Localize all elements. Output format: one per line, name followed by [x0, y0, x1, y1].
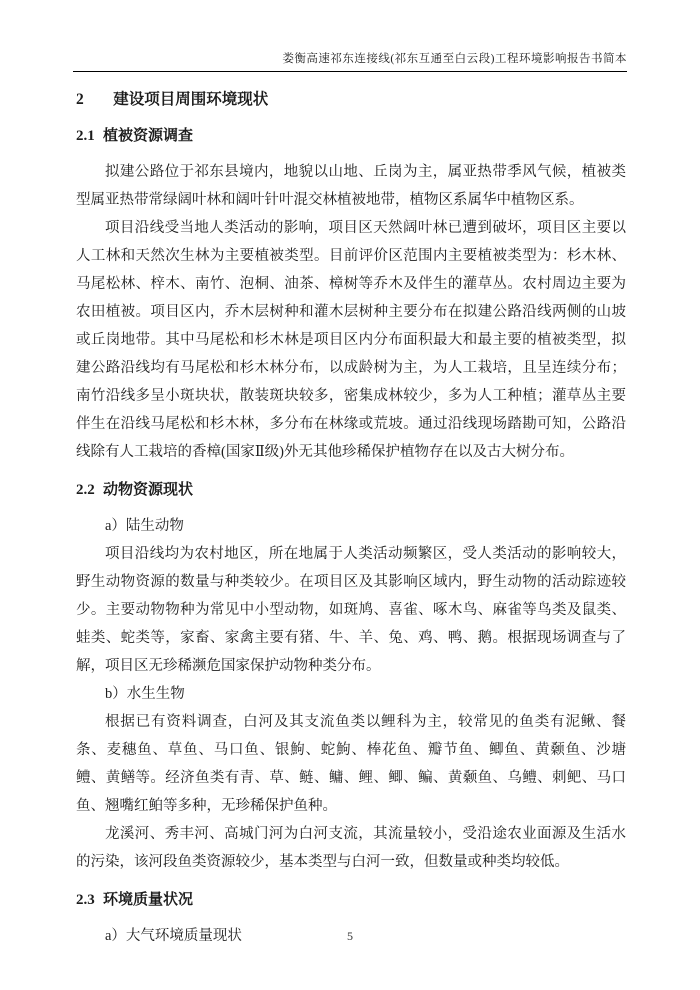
- subsection-label-air-quality: a）大气环境质量现状: [105, 928, 242, 944]
- section-number: 2.3: [76, 892, 95, 908]
- subsection-label-terrestrial: a）陆生动物: [105, 518, 184, 534]
- section-heading-2-3: [76, 888, 626, 912]
- section-title: 植被资源调查: [103, 128, 194, 144]
- paragraph: 拟建公路位于祁东县境内，地貌以山地、丘岗为主，属亚热带季风气候，植被类型属亚热带常绿阔叶林和阔叶针叶混交林植被地带，植物区系属华中植物区系。: [76, 164, 626, 208]
- paragraph: 根据已有资料调查，白河及其支流鱼类以鲤科为主，较常见的鱼类有泥鳅、餐条、麦穗鱼、草鱼、马口鱼、银鮈、蛇鮈、棒花鱼、瓣节鱼、鲫鱼、黄颡鱼、沙塘鳢、黄鳝等。经济鱼类有青、草、鲢、鳙、鲤、鲫、鳊、黄颡鱼、乌鳢、刺鲃、马口鱼、翘嘴红鲌等多种，无珍稀保护鱼种。: [76, 714, 626, 814]
- section-number: 2.1: [76, 128, 95, 144]
- section-number: 2.2: [76, 482, 95, 498]
- paragraph: 项目沿线均为农村地区，所在地属于人类活动频繁区，受人类活动的影响较大，野生动物资源的数量与种类较少。在项目区及其影响区域内，野生动物的活动踪迹较少。主要动物物种为常见中小型动物，如斑鸠、喜雀、啄木鸟、麻雀等鸟类及鼠类、蛙类、蛇类等，家畜、家禽主要有猪、牛、羊、兔、鸡、鸭、鹅。根据现场调查与了解，项目区无珍稀濒危国家保护动物种类分布。: [76, 546, 626, 674]
- subsection-label-aquatic: b）水生生物: [105, 686, 185, 702]
- section-title: 环境质量状况: [103, 892, 194, 908]
- chapter-number: 2: [76, 91, 84, 108]
- paragraph: 龙溪河、秀丰河、高城门河为白河支流，其流量较小，受沿途农业面源及生活水的污染，该河段鱼类资源较少，基本类型与白河一致，但数量或种类均较低。: [76, 826, 626, 870]
- page-content: [76, 88, 626, 950]
- section-heading-2-1: [76, 124, 626, 148]
- chapter-title: 建设项目周围环境现状: [113, 91, 269, 108]
- section-heading-2-2: [76, 478, 626, 502]
- section-title: 动物资源现状: [103, 482, 194, 498]
- running-header: 娄衡高速祁东连接线(祁东互通至白云段)工程环境影响报告书简本: [73, 50, 627, 72]
- chapter-heading: [76, 88, 626, 112]
- paragraph: 项目沿线受当地人类活动的影响，项目区天然阔叶林已遭到破坏，项目区主要以人工林和天然次生林为主要植被类型。目前评价区范围内主要植被类型为：杉木林、马尾松林、梓木、南竹、泡桐、油茶、樟树等乔木及伴生的灌草丛。农村周边主要为农田植被。项目区内，乔木层树种和灌木层树种主要分布在拟建公路沿线两侧的山坡或丘岗地带。其中马尾松和杉木林是项目区内分布面积最大和最主要的植被类型，拟建公路沿线均有马尾松和杉木林分布，以成龄树为主，为人工栽培，且呈连续分布；南竹沿线多呈小斑块状，散装斑块较多，密集成林较少，多为人工种植；灌草丛主要伴生在沿线马尾松和杉木林，多分布在林缘或荒坡。通过沿线现场踏勘可知，公路沿线除有人工栽培的香樟(国家Ⅱ级)外无其他珍稀保护植物存在以及古大树分布。: [76, 220, 626, 460]
- page-number: 5: [347, 929, 353, 943]
